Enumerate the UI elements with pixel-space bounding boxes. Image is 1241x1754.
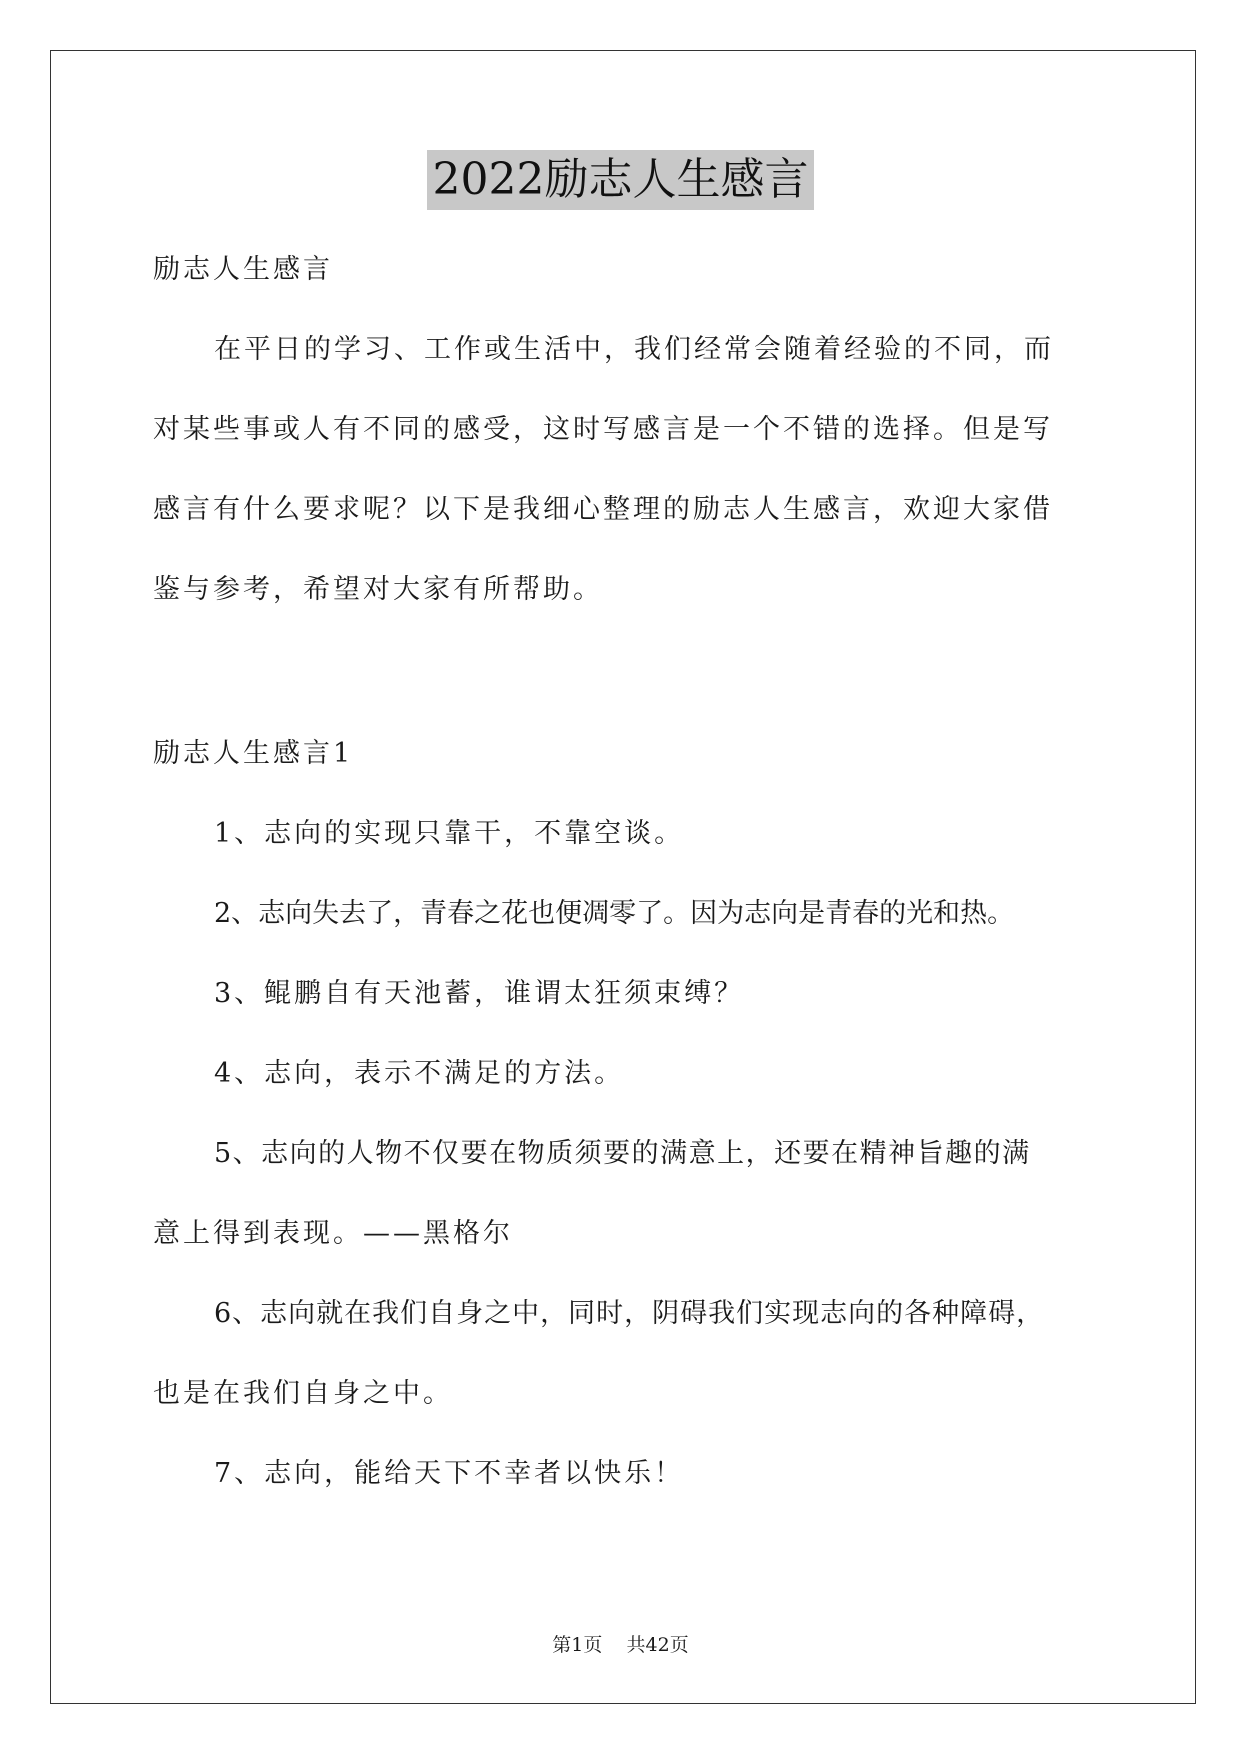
footer-spacer: [602, 1634, 626, 1656]
list-item: 7、志向，能给天下不幸者以快乐！: [214, 1458, 685, 1489]
section-heading: 励志人生感言: [153, 254, 333, 285]
document-title: 2022励志人生感言: [427, 150, 815, 210]
list-item: 6、志向就在我们自身之中，同时，阴碍我们实现志向的各种障碍，: [214, 1298, 1045, 1329]
list-item-continuation: 意上得到表现。——黑格尔: [153, 1218, 513, 1249]
list-item-continuation: 也是在我们自身之中。: [153, 1378, 453, 1409]
total-pages: 共42页: [626, 1634, 689, 1656]
intro-line: 在平日的学习、工作或生活中，我们经常会随着经验的不同，而: [214, 334, 1054, 365]
list-item: 1、志向的实现只靠干，不靠空谈。: [214, 818, 685, 849]
list-item: 3、鲲鹏自有天池蓄，谁谓太狂须束缚？: [214, 978, 745, 1009]
paragraph-gap: [153, 647, 1091, 731]
intro-line: 鉴与参考，希望对大家有所帮助。: [153, 574, 603, 605]
subsection-heading: 励志人生感言1: [153, 738, 354, 769]
document-body: [153, 247, 1091, 1531]
page-footer: [0, 1633, 1241, 1657]
title-container: [0, 150, 1241, 210]
list-item: 4、志向，表示不满足的方法。: [214, 1058, 625, 1089]
page-number: 第1页: [552, 1634, 603, 1656]
list-item: 5、志向的人物不仅要在物质须要的满意上，还要在精神旨趣的满: [214, 1138, 1031, 1169]
list-item: 2、志向失去了，青春之花也便凋零了。因为志向是青春的光和热。: [214, 898, 1015, 929]
intro-line: 感言有什么要求呢？以下是我细心整理的励志人生感言，欢迎大家借: [153, 494, 1053, 525]
intro-line: 对某些事或人有不同的感受，这时写感言是一个不错的选择。但是写: [153, 414, 1053, 445]
